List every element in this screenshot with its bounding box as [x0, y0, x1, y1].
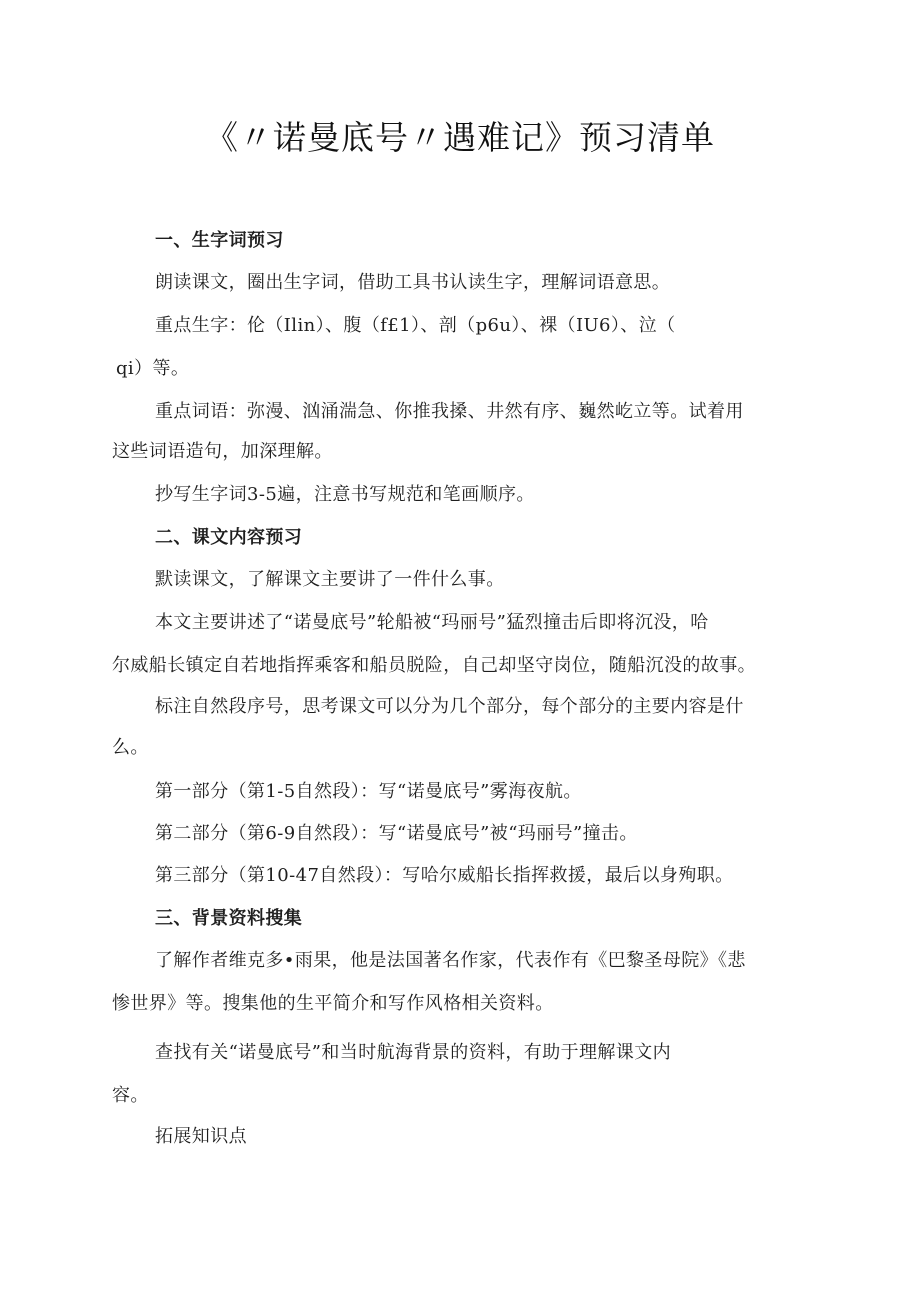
paragraph-key-words: 重点词语：弥漫、汹涌湍急、你推我搡、井然有序、巍然屹立等。试着用 — [155, 401, 744, 422]
paragraph-author: 了解作者维克多•雨果，他是法国著名作家，代表作有《巴黎圣母院》《悲 — [155, 950, 746, 971]
paragraph-copy-words: 抄写生字词3-5遍，注意书写规范和笔画顺序。 — [155, 484, 535, 505]
section-heading-vocabulary: 一、生字词预习 — [155, 230, 284, 251]
paragraph-key-characters: 重点生字：伦（Ilin）、腹（f£1）、剖（p6u）、裸（IU6）、泣（ — [155, 315, 676, 336]
paragraph-history-cont: 容。 — [112, 1085, 149, 1106]
section-heading-background: 三、背景资料搜集 — [155, 908, 303, 929]
paragraph-summary-cont: 尔威船长镇定自若地指挥乘客和船员脱险，自己却坚守岗位，随船沉没的故事。 — [112, 655, 756, 676]
paragraph-structure: 标注自然段序号，思考课文可以分为几个部分，每个部分的主要内容是什 — [155, 696, 744, 717]
paragraph-key-words-cont: 这些词语造句，加深理解。 — [112, 441, 333, 462]
page-title: 《〃诺曼底号〃遇难记》预习清单 — [205, 118, 715, 157]
section-heading-content: 二、课文内容预习 — [155, 527, 303, 548]
paragraph-key-characters-cont: qi）等。 — [116, 358, 190, 379]
part-two: 第二部分（第6-9自然段）：写“诺曼底号”被“玛丽号”撞击。 — [155, 823, 638, 844]
paragraph-silent-read: 默读课文，了解课文主要讲了一件什么事。 — [155, 569, 505, 590]
paragraph-author-cont: 惨世界》等。搜集他的生平简介和写作风格相关资料。 — [112, 993, 554, 1014]
paragraph-structure-cont: 么。 — [112, 737, 149, 758]
paragraph-read-text: 朗读课文，圈出生字词，借助工具书认读生字，理解词语意思。 — [155, 272, 671, 293]
part-three: 第三部分（第10-47自然段）：写哈尔威船长指挥救援，最后以身殉职。 — [155, 865, 734, 886]
paragraph-extension: 拓展知识点 — [155, 1126, 247, 1147]
part-one: 第一部分（第1-5自然段）：写“诺曼底号”雾海夜航。 — [155, 781, 582, 802]
paragraph-history: 查找有关“诺曼底号”和当时航海背景的资料，有助于理解课文内 — [155, 1042, 672, 1063]
paragraph-summary: 本文主要讲述了“诺曼底号”轮船被“玛丽号”猛烈撞击后即将沉没，哈 — [155, 612, 709, 633]
